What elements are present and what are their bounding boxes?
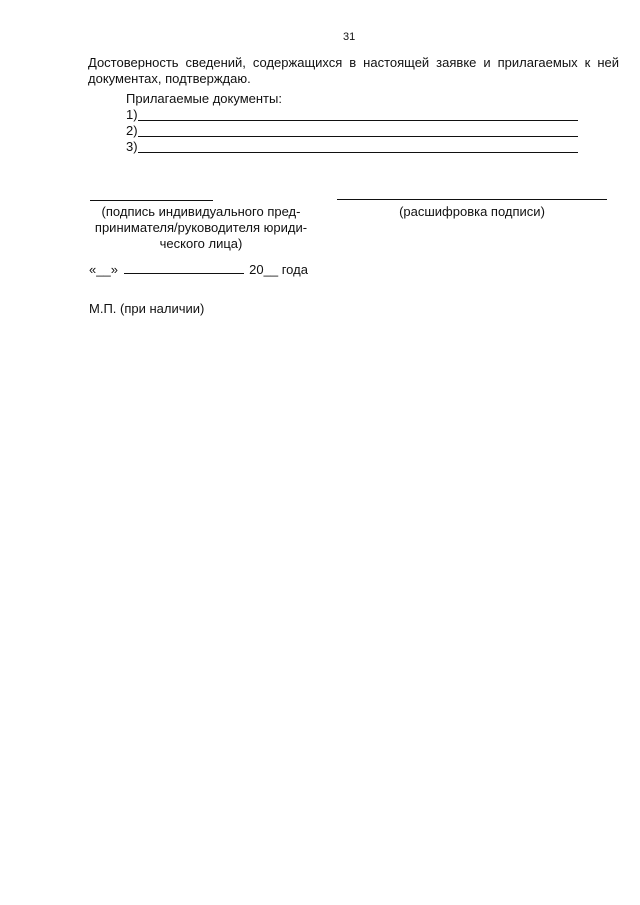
date-suffix: года bbox=[281, 262, 308, 277]
attachment-item-2-label: 2) bbox=[126, 123, 138, 138]
signature-caption bbox=[80, 204, 322, 252]
attachment-item-2-line bbox=[138, 136, 578, 137]
signature-caption-line-2: принимателя/руководителя юриди- bbox=[94, 220, 308, 235]
date-year: 20__ bbox=[249, 262, 279, 277]
date-month-blank bbox=[124, 262, 244, 274]
attachment-item-1-label: 1) bbox=[126, 107, 138, 122]
seal-note: М.П. (при наличии) bbox=[89, 301, 205, 316]
attachment-item-3-line bbox=[138, 152, 578, 153]
attachment-item-3-label: 3) bbox=[126, 139, 138, 154]
date-line bbox=[89, 262, 308, 278]
page-number: 31 bbox=[343, 31, 356, 43]
decoding-caption: (расшифровка подписи) bbox=[399, 204, 545, 219]
date-day: «__» bbox=[89, 262, 118, 277]
signature-line bbox=[90, 200, 213, 201]
signature-caption-line-1: (подпись индивидуального пред- bbox=[101, 204, 301, 219]
confirmation-paragraph: Достоверность сведений, содержащихся в настоящей заявке и прилагаемых к ней документах, подтверждаю. bbox=[88, 55, 619, 86]
attachment-item-1-line bbox=[138, 120, 578, 121]
attachments-label: Прилагаемые документы: bbox=[126, 91, 282, 106]
signature-decoding-line bbox=[337, 199, 607, 200]
signature-caption-line-3: ческого лица) bbox=[159, 236, 243, 251]
